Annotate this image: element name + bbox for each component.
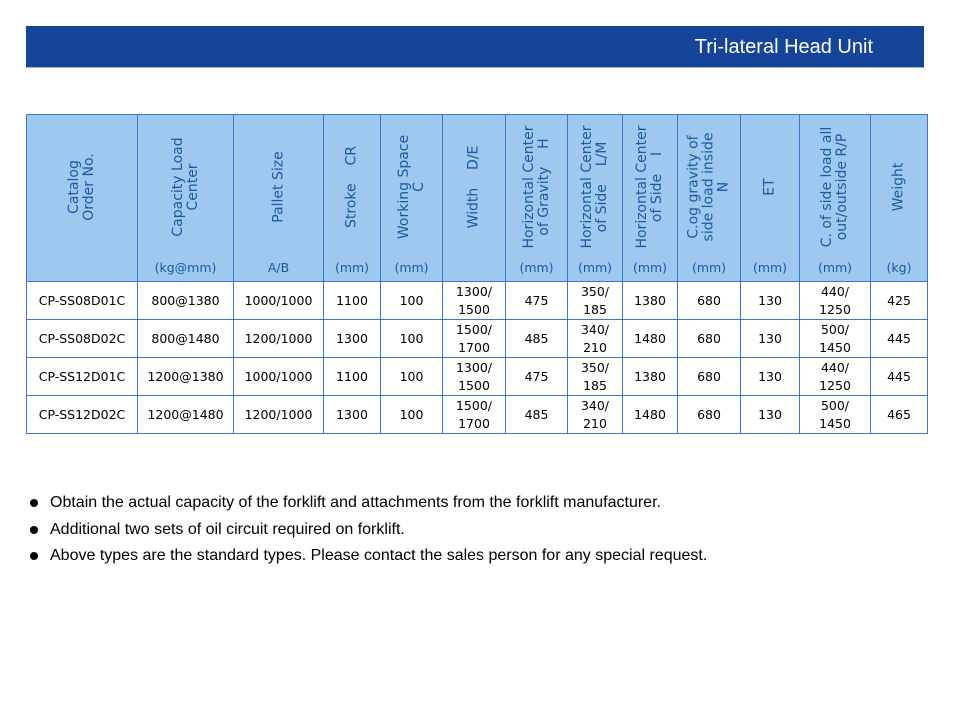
cell-h: 475 <box>506 282 568 320</box>
cell-i: 1480 <box>623 320 678 358</box>
cell-rp: 500/ 1450 <box>800 320 871 358</box>
cell-i: 1480 <box>623 396 678 434</box>
col-header-width: Width D/E <box>443 115 506 282</box>
col-header-pallet: Pallet Size A/B <box>234 115 324 282</box>
cell-stroke: 1100 <box>324 358 381 396</box>
cell-lm: 350/ 185 <box>568 282 623 320</box>
cell-h: 485 <box>506 320 568 358</box>
cell-working: 100 <box>381 396 443 434</box>
cell-capacity: 1200@1380 <box>138 358 234 396</box>
cell-width: 1300/ 1500 <box>443 282 506 320</box>
table-row <box>27 396 928 434</box>
cell-stroke: 1300 <box>324 320 381 358</box>
cell-n: 680 <box>678 396 741 434</box>
col-header-side-load-n: C.og gravity of side load inside N (mm) <box>678 115 741 282</box>
cell-i: 1380 <box>623 358 678 396</box>
cell-et: 130 <box>741 320 800 358</box>
table-row <box>27 358 928 396</box>
cell-capacity: 800@1480 <box>138 320 234 358</box>
cell-et: 130 <box>741 358 800 396</box>
list-item: Obtain the actual capacity of the forklift and attachments from the forklift manufacturer. <box>26 490 707 517</box>
cell-width: 1500/ 1700 <box>443 320 506 358</box>
cell-catalog: CP-SS12D01C <box>27 358 138 396</box>
cell-lm: 340/ 210 <box>568 396 623 434</box>
page-title: Tri-lateral Head Unit <box>694 36 873 58</box>
cell-pallet: 1200/1000 <box>234 320 324 358</box>
cell-capacity: 800@1380 <box>138 282 234 320</box>
cell-capacity: 1200@1480 <box>138 396 234 434</box>
col-header-catalog: Catalog Order No. <box>27 115 138 282</box>
cell-catalog: CP-SS12D02C <box>27 396 138 434</box>
cell-i: 1380 <box>623 282 678 320</box>
col-header-capacity: Capacity Load Center (kg@mm) <box>138 115 234 282</box>
bullet-icon <box>30 552 38 560</box>
title-bar <box>26 26 924 68</box>
table-row <box>27 320 928 358</box>
cell-weight: 465 <box>871 396 928 434</box>
cell-catalog: CP-SS08D01C <box>27 282 138 320</box>
cell-lm: 350/ 185 <box>568 358 623 396</box>
cell-pallet: 1000/1000 <box>234 358 324 396</box>
cell-weight: 425 <box>871 282 928 320</box>
cell-working: 100 <box>381 282 443 320</box>
cell-width: 1300/ 1500 <box>443 358 506 396</box>
cell-rp: 500/ 1450 <box>800 396 871 434</box>
cell-n: 680 <box>678 358 741 396</box>
notes-list <box>26 490 707 570</box>
cell-weight: 445 <box>871 320 928 358</box>
col-header-working-space: Working Space C (mm) <box>381 115 443 282</box>
cell-n: 680 <box>678 320 741 358</box>
cell-catalog: CP-SS08D02C <box>27 320 138 358</box>
cell-h: 475 <box>506 358 568 396</box>
cell-et: 130 <box>741 396 800 434</box>
header-row <box>27 115 928 282</box>
cell-n: 680 <box>678 282 741 320</box>
cell-lm: 340/ 210 <box>568 320 623 358</box>
col-header-et: ET (mm) <box>741 115 800 282</box>
spec-table <box>26 114 928 434</box>
table-row <box>27 282 928 320</box>
cell-weight: 445 <box>871 358 928 396</box>
col-header-side-load-rp: C. of side load all out/outside R/P (mm) <box>800 115 871 282</box>
list-item: Above types are the standard types. Please contact the sales person for any special request. <box>26 543 707 570</box>
cell-h: 485 <box>506 396 568 434</box>
cell-working: 100 <box>381 358 443 396</box>
col-header-gravity-h: Horizontal Center of Gravity H (mm) <box>506 115 568 282</box>
cell-rp: 440/ 1250 <box>800 282 871 320</box>
cell-rp: 440/ 1250 <box>800 358 871 396</box>
cell-width: 1500/ 1700 <box>443 396 506 434</box>
col-header-weight: Weight (kg) <box>871 115 928 282</box>
cell-working: 100 <box>381 320 443 358</box>
col-header-side-i: Horizontal Center of Side I (mm) <box>623 115 678 282</box>
bullet-icon <box>30 526 38 534</box>
col-header-stroke: Stroke CR (mm) <box>324 115 381 282</box>
cell-et: 130 <box>741 282 800 320</box>
cell-pallet: 1200/1000 <box>234 396 324 434</box>
bullet-icon <box>30 499 38 507</box>
cell-pallet: 1000/1000 <box>234 282 324 320</box>
cell-stroke: 1300 <box>324 396 381 434</box>
cell-stroke: 1100 <box>324 282 381 320</box>
col-header-side-lm: Horizontal Center of Side L/M (mm) <box>568 115 623 282</box>
list-item: Additional two sets of oil circuit required on forklift. <box>26 517 707 544</box>
